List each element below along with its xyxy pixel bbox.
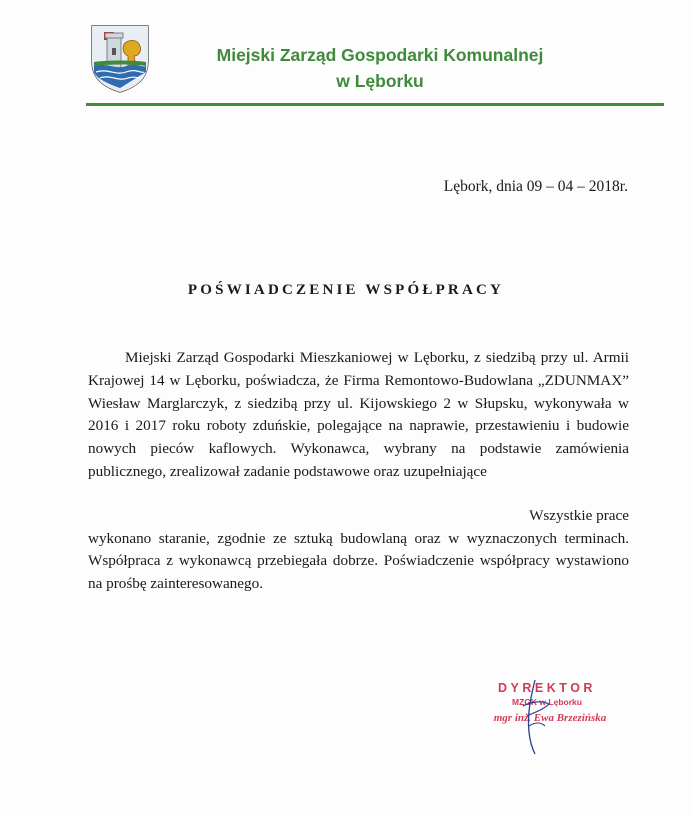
organization-name: [160, 42, 600, 94]
header-divider: [86, 103, 664, 106]
body-paragraph-2-start: Wszystkie prace: [529, 506, 629, 524]
organization-name-line1: Miejski Zarząd Gospodarki Komunalnej: [216, 45, 544, 65]
document-body: [88, 347, 629, 596]
body-paragraph-1: Miejski Zarząd Gospodarki Mieszkaniowej w Lęborku, z siedzibą przy ul. Armii Krajowej 14 w Lęborku, poświadcza, że Firma Remontowo-Budowlana „ZDUNMAX” Wiesław Marglarczyk, z siedzibą przy ul. Kijowskiego 2 w Słupsku, wykonywała w 2016 i 2017 roku roboty zduńskie, polegające na naprawie, przestawieniu i budowie nowych pieców kaflowych. Wykonawca, wybrany na podstawie zamówienia publicznego, zrealizował zadanie podstawowe oraz uzupełniające: [88, 349, 629, 480]
stamp-signatory: mgr inż. Ewa Brzezińska: [493, 712, 607, 724]
handwritten-signature-icon: [505, 676, 565, 756]
document-date: Lębork, dnia 09 – 04 – 2018r.: [443, 178, 628, 195]
coat-of-arms-icon: [86, 22, 154, 94]
body-paragraph-2-rest: wykonano staranie, zgodnie ze sztuką budowlaną oraz w wyznaczonych terminach. Współpraca z wykonawcą przebiegała dobrze. Poświadczenie współpracy wystawiono na prośbę zainteresowanego.: [88, 529, 629, 593]
document-title: POŚWIADCZENIE WSPÓŁPRACY: [187, 282, 505, 298]
stamp-subtitle: MZGK w Lęborku: [512, 697, 582, 707]
stamp-title: DYREKTOR: [498, 681, 596, 695]
organization-name-line2: w Lęborku: [336, 71, 424, 91]
